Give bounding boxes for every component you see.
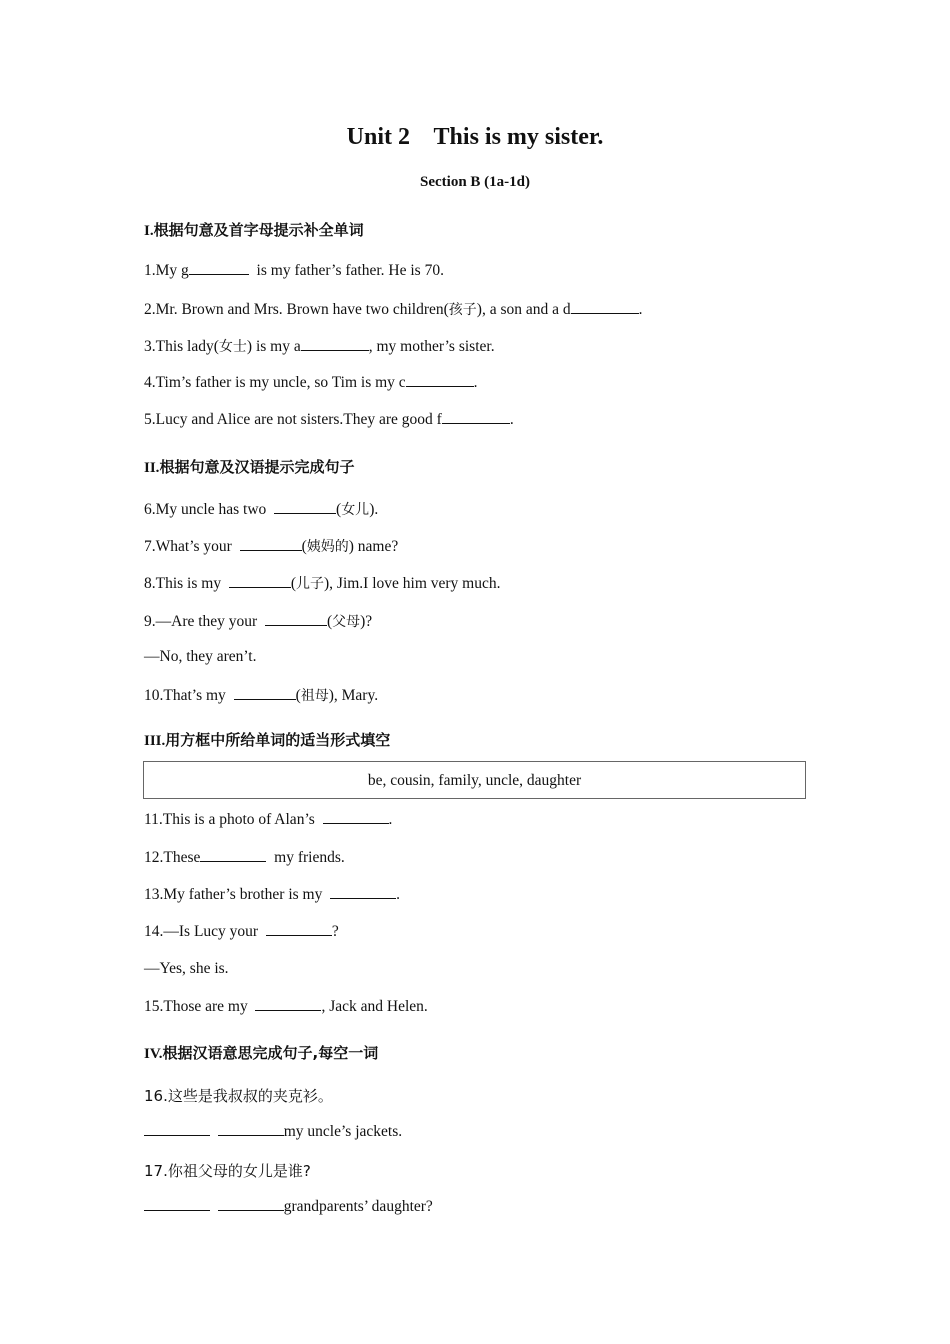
question-text: 15.Those are my	[144, 998, 256, 1015]
question-text: , my mother’s sister.	[368, 338, 495, 355]
answer-blank[interactable]	[234, 698, 296, 700]
question-1	[144, 262, 444, 280]
question-text: (	[336, 501, 342, 518]
question-text: 11.This is a photo of Alan’s	[144, 811, 323, 828]
question-text: 5.Lucy and Alice are not sisters.They are good f	[144, 411, 442, 428]
answer-blank[interactable]	[255, 1009, 321, 1011]
answer-blank[interactable]	[571, 312, 639, 314]
question-text: 12.These	[144, 849, 201, 866]
question-text: .	[473, 374, 478, 391]
question-7	[144, 536, 398, 556]
chinese-hint: 儿子	[296, 576, 324, 592]
answer-blank[interactable]	[144, 1134, 210, 1136]
answer-blank[interactable]	[218, 1209, 284, 1211]
question-text: is my father’s father. He is 70.	[248, 262, 444, 279]
question-text: 3.This lady(	[144, 338, 219, 355]
chinese-hint: 姨妈的	[306, 539, 349, 555]
answer-blank[interactable]	[229, 586, 291, 588]
question-9	[144, 611, 372, 631]
question-text: 9.—Are they your	[144, 613, 265, 630]
question-text: my uncle’s jackets.	[283, 1123, 403, 1140]
answer-blank[interactable]	[265, 624, 327, 626]
question-11	[144, 811, 392, 829]
question-text: ).	[369, 501, 379, 518]
part4-heading-number: IV.	[144, 1046, 163, 1062]
part4-heading	[144, 1042, 378, 1063]
question-13	[144, 886, 400, 904]
question-text: ) name?	[348, 538, 399, 555]
answer-blank[interactable]	[330, 897, 396, 899]
chinese-hint: 女士	[218, 339, 247, 355]
part3-heading	[144, 729, 390, 750]
question-text: 7.What’s your	[144, 538, 240, 555]
question-2	[144, 299, 643, 319]
chinese-hint: 父母	[332, 614, 361, 630]
question-14	[144, 923, 339, 941]
answer-blank[interactable]	[406, 385, 474, 387]
question-text: grandparents’ daughter?	[283, 1198, 433, 1215]
part2-heading-text: 根据句意及汉语提示完成句子	[159, 458, 355, 476]
answer-blank[interactable]	[274, 512, 336, 514]
question-text: 14.—Is Lucy your	[144, 923, 266, 940]
word-bank-box: be, cousin, family, uncle, daughter	[143, 761, 806, 799]
question-17-prompt: 17.你祖父母的女儿是谁?	[144, 1162, 311, 1180]
question-text: my friends.	[266, 849, 345, 866]
answer-blank[interactable]	[218, 1134, 284, 1136]
page-title: Unit 2 This is my sister.	[346, 124, 604, 150]
chinese-hint: 女儿	[341, 502, 370, 518]
question-text: 10.That’s my	[144, 687, 234, 704]
question-text: 1.My g	[144, 262, 189, 279]
answer-blank[interactable]	[189, 273, 249, 275]
question-14-answer: —Yes, she is.	[144, 960, 229, 977]
part3-heading-text: 用方框中所给单词的适当形式填空	[165, 731, 391, 749]
question-text: (	[290, 575, 296, 592]
question-text: ) is my a	[246, 338, 301, 355]
part1-heading-number: I.	[144, 223, 154, 239]
question-text: (	[295, 687, 301, 704]
chinese-hint: 孩子	[448, 302, 477, 318]
question-text: .	[388, 811, 393, 828]
question-3	[144, 336, 495, 356]
question-15	[144, 998, 428, 1016]
question-text: 4.Tim’s father is my uncle, so Tim is my c	[144, 374, 406, 391]
question-10	[144, 685, 378, 705]
question-text: .	[509, 411, 514, 428]
answer-blank[interactable]	[442, 422, 510, 424]
part4-heading-text: 根据汉语意思完成句子,每空一词	[162, 1044, 379, 1062]
question-text: , Jack and Helen.	[321, 998, 428, 1015]
question-text: (	[326, 613, 333, 630]
question-6	[144, 499, 378, 519]
question-16-prompt: 16.这些是我叔叔的夹克衫。	[144, 1087, 333, 1105]
question-text: ), Mary.	[328, 687, 379, 704]
question-4	[144, 374, 478, 392]
question-text: 8.This is my	[144, 575, 229, 592]
question-17-answer-line	[144, 1198, 433, 1216]
question-16-answer-line	[144, 1123, 402, 1141]
answer-blank[interactable]	[266, 934, 332, 936]
question-text: ), a son and a d	[476, 301, 571, 318]
question-text: )?	[360, 613, 373, 630]
part3-heading-number: III.	[144, 733, 166, 749]
part2-heading	[144, 456, 354, 477]
part1-heading-text: 根据句意及首字母提示补全单词	[153, 221, 364, 239]
question-text: 13.My father’s brother is my	[144, 886, 331, 903]
part2-heading-number: II.	[144, 460, 160, 476]
answer-blank[interactable]	[301, 349, 369, 351]
question-9-answer: —No, they aren’t.	[144, 648, 257, 665]
question-text: 2.Mr. Brown and Mrs. Brown have two children(	[144, 301, 449, 318]
answer-blank[interactable]	[240, 549, 302, 551]
question-5	[144, 411, 514, 429]
answer-blank[interactable]	[144, 1209, 210, 1211]
question-12	[144, 849, 345, 867]
answer-blank[interactable]	[200, 860, 266, 862]
question-text: .	[396, 886, 400, 903]
question-8	[144, 573, 501, 593]
question-text: .	[638, 301, 643, 318]
section-subtitle: Section B (1a-1d)	[420, 174, 530, 190]
question-text: ), Jim.I love him very much.	[324, 575, 501, 592]
answer-blank[interactable]	[323, 822, 389, 824]
question-text: (	[301, 538, 307, 555]
chinese-hint: 祖母	[300, 688, 329, 704]
part1-heading	[144, 219, 364, 240]
question-text: 6.My uncle has two	[144, 501, 275, 518]
question-text: ?	[331, 923, 339, 940]
